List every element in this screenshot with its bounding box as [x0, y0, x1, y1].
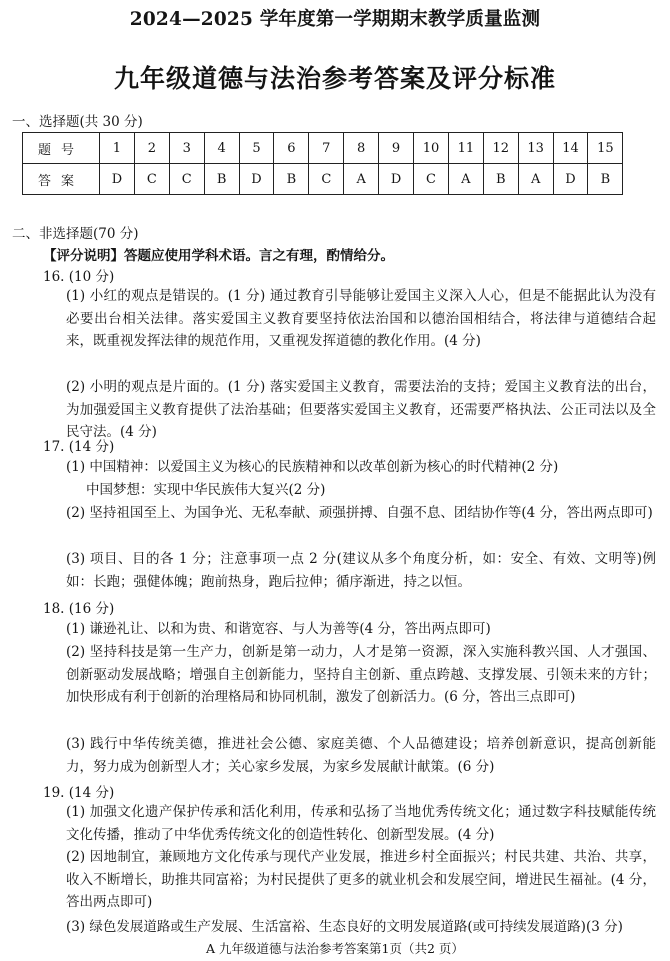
qnum-cell: 4 — [204, 133, 239, 164]
answer-cell: C — [169, 164, 204, 195]
qnum-cell: 9 — [379, 133, 414, 164]
q18-part2: (2) 坚持科技是第一生产力，创新是第一动力，人才是第一资源，深入实施科教兴国、人才强国、创新驱动发展战略；增强自主创新能力，坚持自主创新、重点跨越、支撑发展、引领未来的方针；加快形成有利于创新的治理格局和协同机制，激发了创新活力。(6 分，答出三点即可) — [66, 644, 656, 705]
q17-part3: (3) 项目、目的各 1 分；注意事项一点 2 分(建议从多个角度分析，如：安全、有效、文明等)例如：长跑；强健体魄；跑前热身，跑后拉伸；循序渐进，持之以恒。 — [66, 551, 656, 590]
answer-cell: D — [239, 164, 274, 195]
section1-heading: 一、选择题(共 30 分) — [12, 114, 143, 130]
answer-cell: B — [588, 164, 623, 195]
q18-part1: (1) 谦逊礼让、以和为贵、和谐宽容、与人为善等(4 分，答出两点即可) — [66, 621, 491, 637]
q17-part1b: 中国梦想：实现中华民族伟大复兴(2 分) — [86, 482, 326, 498]
answer-row — [23, 164, 623, 195]
document-title: 九年级道德与法治参考答案及评分标准 — [113, 64, 556, 93]
q16-part1: (1) 小红的观点是错误的。(1 分) 通过教育引导能够让爱国主义深入人心，但是不能据此认为没有必要出台相关法律。落实爱国主义教育要坚持依法治国和以德治国相结合，将法律与道德结合起来，既重视发挥法律的规范作用，又重视发挥道德的教化作用。(4 分) — [66, 288, 656, 349]
answer-cell: C — [134, 164, 169, 195]
q19-part3: (3) 绿色发展道路或生产发展、生活富裕、生态良好的文明发展道路(或可持续发展道路)(3 分) — [66, 919, 623, 935]
q17-part2: (2) 坚持祖国至上、为国争光、无私奉献、顽强拼搏、自强不息、团结协作等(4 分，答出两点即可) — [66, 505, 653, 521]
answer-cell: B — [204, 164, 239, 195]
answer-cell: A — [344, 164, 379, 195]
qnum-cell: 11 — [448, 133, 483, 164]
qnum-cell: 3 — [169, 133, 204, 164]
answer-cell: D — [553, 164, 588, 195]
answer-cell: C — [309, 164, 344, 195]
page-footer: A 九年级道德与法治参考答案第1页（共2 页） — [206, 941, 464, 956]
qnum-cell: 5 — [239, 133, 274, 164]
q19-part1: (1) 加强文化遗产保护传承和活化利用，传承和弘扬了当地优秀传统文化；通过数字科技赋能传统文化传播，推动了中华优秀传统文化的创造性转化、创新型发展。(4 分) — [66, 804, 656, 843]
q18-part3: (3) 践行中华传统美德，推进社会公德、家庭美德、个人品德建设；培养创新意识，提高创新能力，努力成为创新型人才；关心家乡发展，为家乡发展献计献策。(6 分) — [66, 736, 656, 775]
answer-cell: B — [274, 164, 309, 195]
question-number-row — [23, 133, 623, 164]
q19-part2: (2) 因地制宜，兼顾地方文化传承与现代产业发展，推进乡村全面振兴；村民共建、共治、共享，收入不断增长，助推共同富裕；为村民提供了更多的就业机会和发展空间，增进民生福祉。(4 分，答出两点即可) — [66, 849, 656, 910]
question-16-label: 16. (10 分) — [43, 269, 115, 285]
row-label-answer: 答案 — [23, 164, 100, 195]
question-19-label: 19. (14 分) — [43, 785, 115, 801]
qnum-cell: 15 — [588, 133, 623, 164]
qnum-cell: 13 — [518, 133, 553, 164]
scoring-note-text: 【评分说明】答题应使用学科术语。言之有理，酌情给分。 — [43, 248, 394, 264]
section2-heading: 二、非选择题(70 分) — [12, 226, 139, 242]
answer-cell: A — [448, 164, 483, 195]
answer-cell: D — [100, 164, 135, 195]
qnum-cell: 7 — [309, 133, 344, 164]
qnum-cell: 2 — [134, 133, 169, 164]
qnum-cell: 6 — [274, 133, 309, 164]
row-label-number: 题号 — [23, 133, 100, 164]
question-17-label: 17. (14 分) — [43, 439, 115, 455]
qnum-cell: 14 — [553, 133, 588, 164]
qnum-cell: 1 — [100, 133, 135, 164]
answer-cell: B — [483, 164, 518, 195]
scoring-note — [43, 244, 394, 264]
answer-table — [22, 132, 623, 195]
answer-cell: A — [518, 164, 553, 195]
exam-title: 2024—2025 学年度第一学期期末教学质量监测 — [129, 9, 541, 30]
q17-part1: (1) 中国精神：以爱国主义为核心的民族精神和以改革创新为核心的时代精神(2 分) — [66, 459, 559, 475]
qnum-cell: 12 — [483, 133, 518, 164]
q16-part2: (2) 小明的观点是片面的。(1 分) 落实爱国主义教育，需要法治的支持；爱国主义教育法的出台，为加强爱国主义教育提供了法治基础；但要落实爱国主义教育，还需要严格执法、公正司法以及全民守法。(4 分) — [66, 379, 656, 440]
qnum-cell: 10 — [414, 133, 449, 164]
qnum-cell: 8 — [344, 133, 379, 164]
answer-cell: C — [414, 164, 449, 195]
answer-cell: D — [379, 164, 414, 195]
question-18-label: 18. (16 分) — [43, 601, 115, 617]
